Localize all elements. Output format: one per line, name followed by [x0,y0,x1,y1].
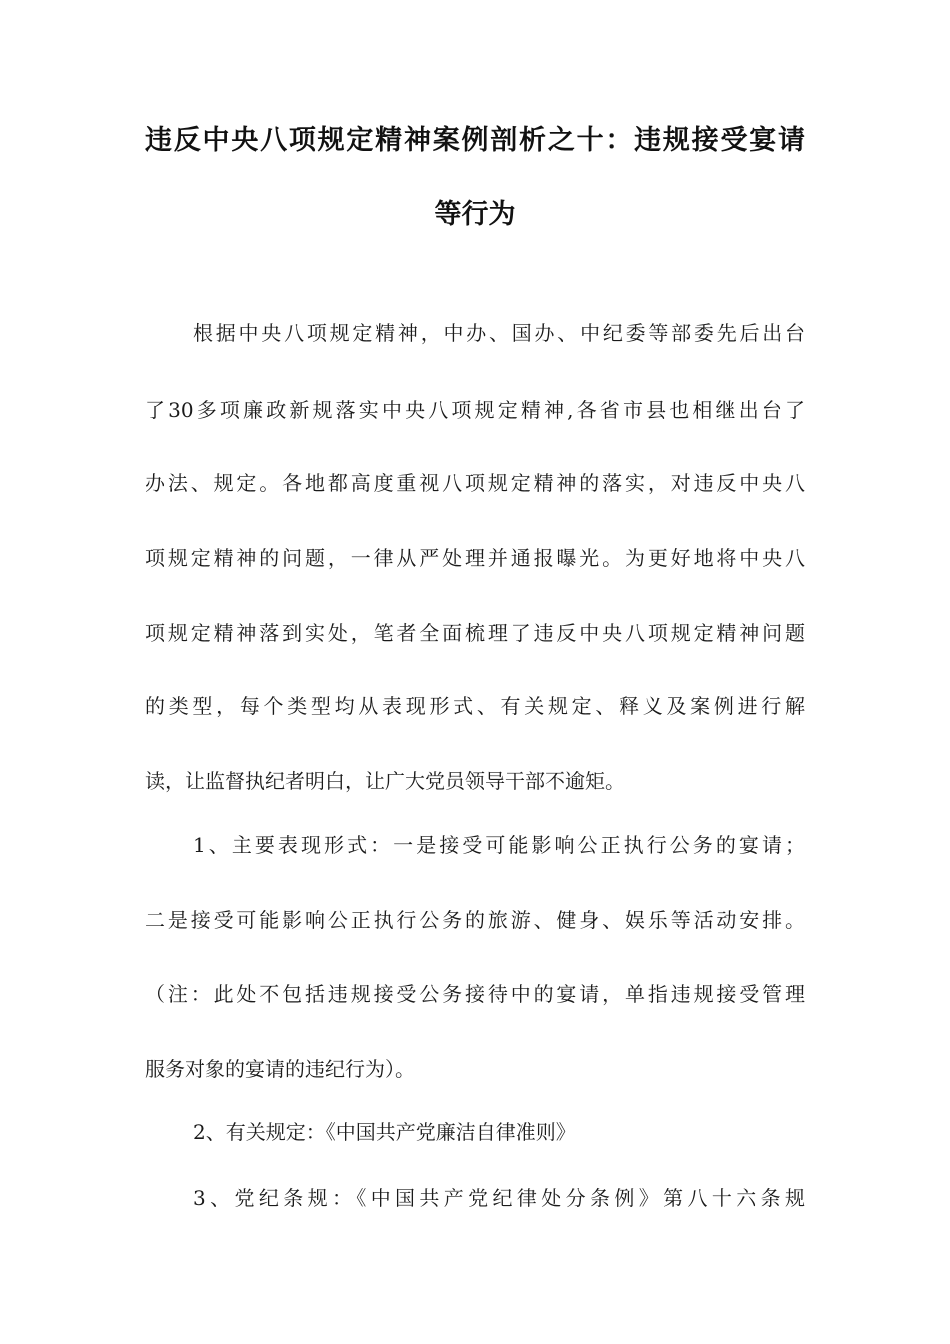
paragraph-3-line-1: 2、有关规定：《中国共产党廉洁自律准则》 [193,1120,576,1144]
paragraph-4-line-1: 3、党纪条规：《中国共产党纪律处分条例》第八十六条规 [193,1186,805,1210]
paragraph-2-line-2: 二是接受可能影响公正执行公务的旅游、健身、娱乐等活动安排。 [145,908,805,932]
paragraph-1-line-7: 读，让监督执纪者明白，让广大党员领导干部不逾矩。 [145,769,625,793]
paragraph-1-line-3: 办法、规定。各地都高度重视八项规定精神的落实，对违反中央八 [145,471,805,495]
paragraph-1-line-6: 的类型，每个类型均从表现形式、有关规定、释义及案例进行解 [145,694,805,718]
paragraph-1-line-4: 项规定精神的问题，一律从严处理并通报曝光。为更好地将中央八 [145,546,805,570]
paragraph-2-line-4: 服务对象的宴请的违纪行为）。 [145,1057,415,1081]
document-title-line-2: 等行为 [434,199,516,230]
paragraph-1-line-5: 项规定精神落到实处，笔者全面梳理了违反中央八项规定精神问题 [145,621,805,645]
paragraph-1-line-1: 根据中央八项规定精神，中办、国办、中纪委等部委先后出台 [193,321,805,345]
document-title-line-1: 违反中央八项规定精神案例剖析之十：违规接受宴请 [145,125,805,156]
paragraph-1-line-2: 了30多项廉政新规落实中央八项规定精神,各省市县也相继出台了 [145,398,805,422]
paragraph-2-line-3: （注：此处不包括违规接受公务接待中的宴请，单指违规接受管理 [145,982,805,1006]
paragraph-2-line-1: 1、主要表现形式：一是接受可能影响公正执行公务的宴请； [193,833,805,857]
